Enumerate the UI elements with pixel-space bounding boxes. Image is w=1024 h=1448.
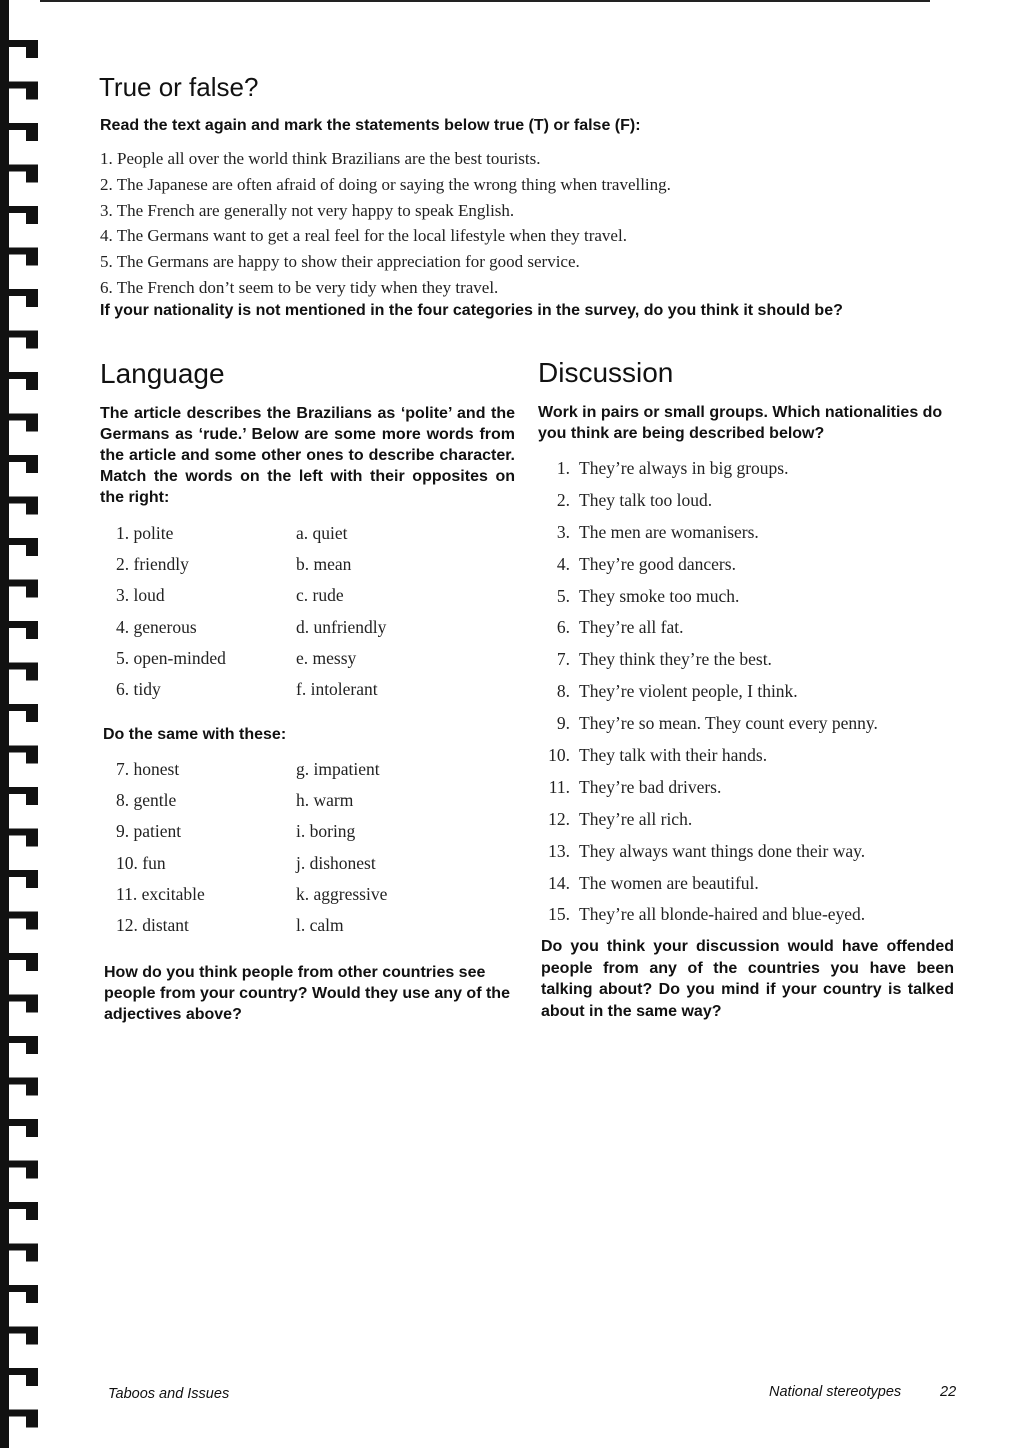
spiral-ring-hook bbox=[26, 1161, 38, 1179]
spiral-ring-hook bbox=[26, 165, 38, 183]
spiral-ring-hook bbox=[26, 1078, 38, 1096]
true-false-heading: True or false? bbox=[99, 72, 259, 102]
matching-list-b bbox=[116, 759, 387, 946]
item-number: 9. bbox=[556, 713, 570, 734]
item-text: They’re all rich. bbox=[579, 808, 693, 829]
match-opposite: a. quiet bbox=[296, 523, 348, 543]
match-row bbox=[116, 759, 387, 790]
item-number: 7. bbox=[556, 649, 570, 670]
language-heading: Language bbox=[100, 358, 225, 389]
match-word: 4. generous bbox=[116, 616, 197, 637]
match-word: 5. open-minded bbox=[116, 647, 226, 668]
match-word: 12. distant bbox=[116, 914, 189, 935]
item-number: 12. bbox=[548, 808, 570, 829]
spiral-ring-hook bbox=[26, 621, 38, 639]
discussion-item bbox=[534, 586, 878, 618]
spiral-ring-hook bbox=[26, 372, 38, 390]
discussion-item bbox=[534, 522, 878, 554]
spiral-ring-hook bbox=[26, 1244, 38, 1262]
match-row bbox=[116, 915, 387, 946]
match-row bbox=[116, 585, 386, 616]
spiral-ring-hook bbox=[26, 414, 38, 432]
spiral-ring-hook bbox=[26, 663, 38, 681]
match-word: 8. gentle bbox=[116, 790, 177, 811]
statement-item: 2. The Japanese are often afraid of doing or saying the wrong thing when travelling. bbox=[100, 174, 671, 194]
true-false-statements bbox=[100, 146, 671, 301]
item-text: They think they’re the best. bbox=[579, 649, 772, 670]
statement-item: 3. The French are generally not very happy to speak English. bbox=[100, 200, 515, 220]
match-opposite: c. rude bbox=[296, 585, 344, 606]
match-row bbox=[116, 884, 387, 915]
spiral-ring-hook bbox=[26, 580, 38, 598]
item-number: 4. bbox=[556, 553, 570, 574]
item-text: They’re bad drivers. bbox=[579, 776, 722, 797]
match-row bbox=[116, 523, 386, 554]
statement-item: 6. The French don’t seem to be very tidy when they travel. bbox=[100, 277, 499, 297]
item-text: The women are beautiful. bbox=[579, 872, 759, 893]
match-row bbox=[116, 648, 386, 679]
discussion-item bbox=[534, 873, 878, 905]
match-opposite: k. aggressive bbox=[296, 883, 388, 904]
spiral-binding bbox=[0, 0, 60, 1448]
language-question: How do you think people from other countries see people from your country? Would they use any of the adjectives above? bbox=[104, 964, 510, 1023]
item-number: 10. bbox=[548, 745, 570, 766]
match-opposite: l. calm bbox=[296, 914, 344, 935]
match-row bbox=[116, 554, 386, 585]
discussion-item bbox=[534, 617, 878, 649]
spiral-ring-hook bbox=[26, 995, 38, 1013]
discussion-item bbox=[534, 490, 878, 522]
item-number: 15. bbox=[548, 904, 570, 925]
spiral-ring-hook bbox=[26, 1202, 38, 1220]
spiral-ring-hook bbox=[26, 497, 38, 515]
discussion-item bbox=[534, 458, 878, 490]
spiral-ring-hook bbox=[26, 870, 38, 888]
language-intro: The article describes the Brazilians as ‘polite’ and the Germans as ‘rude.’ Below are some more words from the article and some other ones to describe character. Match the words on the left with their opposites on the right: bbox=[100, 405, 515, 506]
discussion-item bbox=[534, 745, 878, 777]
item-number: 14. bbox=[548, 872, 570, 893]
item-number: 6. bbox=[556, 617, 570, 638]
match-row bbox=[116, 853, 387, 884]
match-opposite: b. mean bbox=[296, 554, 352, 575]
discussion-intro: Work in pairs or small groups. Which nationalities do you think are being described below? bbox=[538, 404, 943, 442]
spiral-ring-hook bbox=[26, 1327, 38, 1345]
match-word: 7. honest bbox=[116, 759, 180, 779]
match-word: 2. friendly bbox=[116, 554, 189, 575]
statement-item: 4. The Germans want to get a real feel for the local lifestyle when they travel. bbox=[100, 226, 627, 246]
spiral-ring-hook bbox=[26, 1285, 38, 1303]
match-word: 1. polite bbox=[116, 523, 174, 543]
item-text: They’re violent people, I think. bbox=[579, 681, 798, 702]
item-text: They talk too loud. bbox=[579, 489, 713, 510]
item-number: 2. bbox=[556, 489, 570, 510]
item-text: They’re all blonde-haired and blue-eyed. bbox=[579, 904, 866, 925]
item-text: They’re always in big groups. bbox=[579, 458, 789, 478]
item-text: They always want things done their way. bbox=[579, 840, 866, 861]
match-opposite: e. messy bbox=[296, 647, 357, 668]
item-number: 13. bbox=[548, 840, 570, 861]
discussion-item bbox=[534, 554, 878, 586]
spiral-ring-hook bbox=[26, 953, 38, 971]
match-word: 10. fun bbox=[116, 852, 166, 873]
discussion-item bbox=[534, 904, 878, 936]
statement-item: 5. The Germans are happy to show their appreciation for good service. bbox=[100, 252, 580, 272]
item-text: They’re good dancers. bbox=[579, 553, 736, 574]
item-number: 5. bbox=[556, 585, 570, 606]
language-same-label: Do the same with these: bbox=[103, 726, 287, 743]
spiral-ring-hook bbox=[26, 206, 38, 224]
spiral-ring-hook bbox=[26, 912, 38, 930]
discussion-item bbox=[534, 841, 878, 873]
match-opposite: f. intolerant bbox=[296, 678, 378, 699]
spiral-ring-hook bbox=[26, 248, 38, 266]
match-word: 11. excitable bbox=[116, 883, 205, 904]
spiral-ring-hook bbox=[26, 455, 38, 473]
item-text: The men are womanisers. bbox=[579, 521, 759, 542]
match-row bbox=[116, 790, 387, 821]
item-text: They’re so mean. They count every penny. bbox=[579, 713, 878, 734]
item-number: 3. bbox=[556, 521, 570, 542]
spiral-ring-hook bbox=[26, 331, 38, 349]
page-number: 22 bbox=[940, 1384, 957, 1400]
spiral-ring-hook bbox=[26, 289, 38, 307]
spiral-ring-hook bbox=[26, 82, 38, 100]
spiral-ring-hook bbox=[26, 538, 38, 556]
discussion-item bbox=[534, 649, 878, 681]
spiral-ring-hook bbox=[26, 787, 38, 805]
footer-book-title: Taboos and Issues bbox=[108, 1386, 230, 1402]
match-opposite: i. boring bbox=[296, 821, 356, 842]
discussion-heading: Discussion bbox=[538, 357, 674, 388]
discussion-item bbox=[534, 681, 878, 713]
footer-section-title: National stereotypes bbox=[769, 1384, 902, 1400]
spiral-ring-hook bbox=[26, 123, 38, 141]
match-word: 6. tidy bbox=[116, 678, 161, 699]
item-text: They smoke too much. bbox=[579, 585, 740, 606]
discussion-question: Do you think your discussion would have offended people from any of the countries you have been talking about? Do you mind if your country is talked about in the same way? bbox=[541, 938, 954, 1020]
matching-list-a bbox=[116, 523, 386, 710]
item-number: 8. bbox=[556, 681, 570, 702]
spiral-ring-hook bbox=[26, 829, 38, 847]
spiral-ring-hook bbox=[26, 704, 38, 722]
match-row bbox=[116, 821, 387, 852]
true-false-followup-question: If your nationality is not mentioned in the four categories in the survey, do you think it should be? bbox=[100, 302, 843, 319]
match-word: 9. patient bbox=[116, 821, 182, 842]
spiral-ring-hook bbox=[26, 746, 38, 764]
match-row bbox=[116, 679, 386, 710]
spiral-ring-hook bbox=[26, 1119, 38, 1137]
match-word: 3. loud bbox=[116, 585, 165, 606]
true-false-instruction: Read the text again and mark the statements below true (T) or false (F): bbox=[100, 117, 641, 134]
spiral-ring-hook bbox=[26, 1410, 38, 1428]
item-text: They talk with their hands. bbox=[579, 745, 768, 766]
match-opposite: g. impatient bbox=[296, 759, 380, 779]
discussion-item bbox=[534, 713, 878, 745]
spiral-ring-hook bbox=[26, 40, 38, 58]
discussion-item bbox=[534, 809, 878, 841]
spiral-ring-hook bbox=[26, 1368, 38, 1386]
match-opposite: d. unfriendly bbox=[296, 616, 387, 637]
top-border bbox=[40, 0, 930, 2]
discussion-item bbox=[534, 777, 878, 809]
discussion-statements bbox=[534, 458, 878, 936]
match-opposite: h. warm bbox=[296, 790, 354, 811]
statement-item: 1. People all over the world think Brazilians are the best tourists. bbox=[100, 149, 541, 168]
match-opposite: j. dishonest bbox=[296, 852, 376, 873]
item-number: 1. bbox=[556, 458, 570, 478]
match-row bbox=[116, 617, 386, 648]
item-text: They’re all fat. bbox=[579, 617, 684, 638]
spiral-ring-hook bbox=[26, 1036, 38, 1054]
item-number: 11. bbox=[548, 776, 570, 797]
